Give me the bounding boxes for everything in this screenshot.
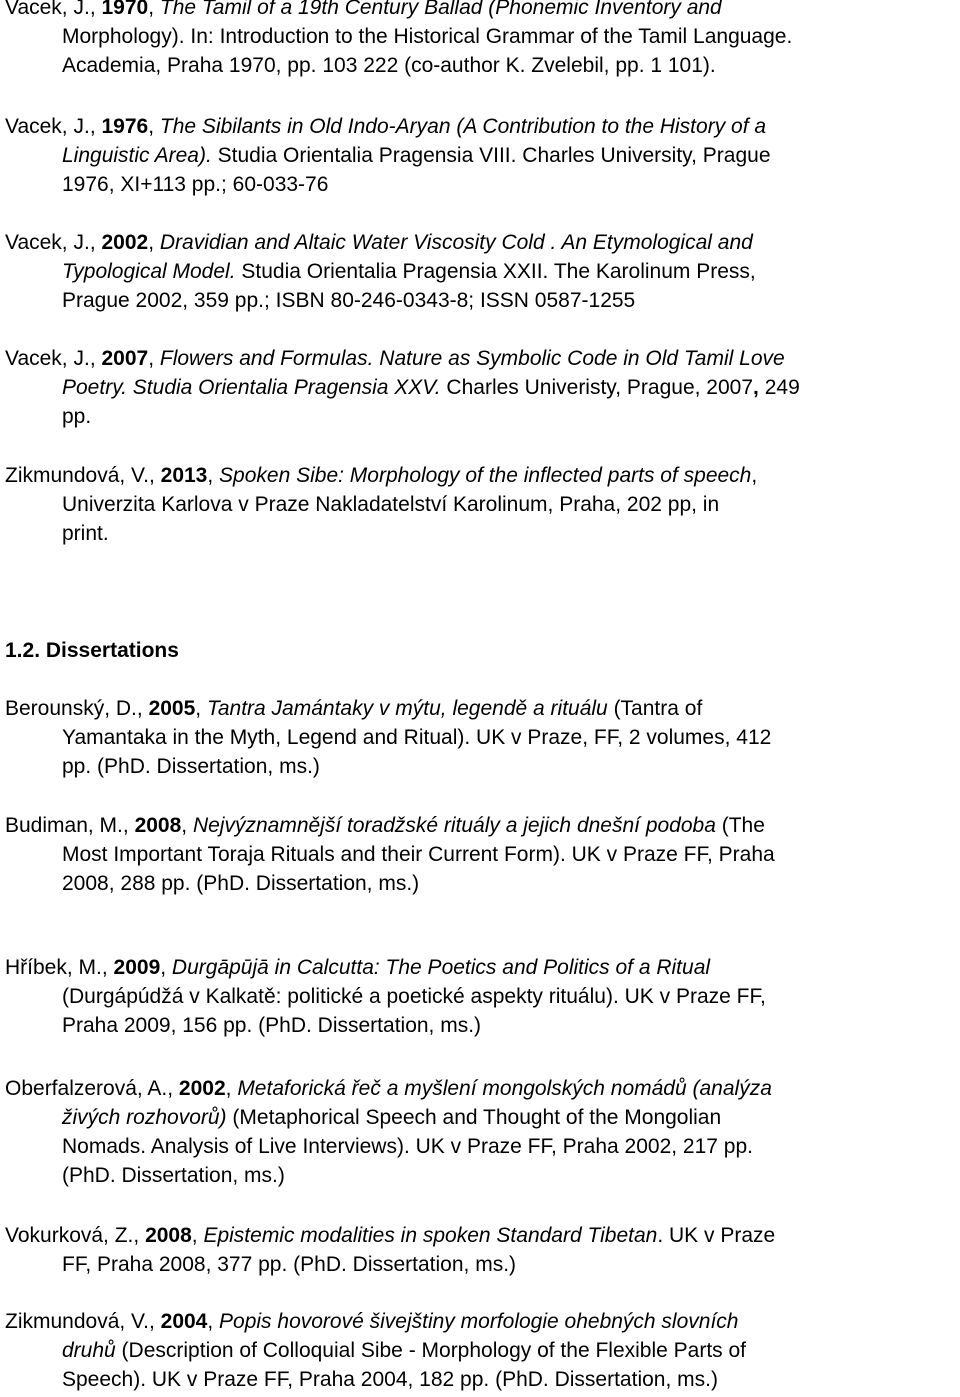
publication-year: 1976 [101,115,149,138]
entry-continuation-line [5,1132,955,1161]
entry-continuation-line [5,723,955,752]
entry-text: (The [715,814,765,837]
entry-continuation-line [5,752,955,781]
publication-year: 2007 [101,347,149,370]
entry-text: pp. [62,405,92,428]
entry-first-line [5,694,955,723]
author-name: Vacek, J. [5,231,90,254]
entry-continuation-line [5,982,955,1011]
work-title: živých rozhovorů) [62,1106,227,1129]
dissertation-entry-vokurkova-2008 [5,1221,955,1279]
entry-text: (Description of Colloquial Sibe - Morphology of the Flexible Parts of [115,1339,747,1362]
entry-text: . UK v Praze [657,1224,776,1247]
entry-continuation-line [5,170,955,199]
publication-year: 2002 [178,1077,226,1100]
entry-text: Yamantaka in the Myth, Legend and Ritual). UK v Praze, FF, 2 volumes, 412 [62,726,772,749]
entry-text: Most Important Toraja Rituals and their Current Form). UK v Praze FF, Praha [62,843,775,866]
entry-text: , [148,115,160,138]
entry-continuation-line [5,1161,955,1190]
entry-first-line [5,228,955,257]
work-title: Epistemic modalities in spoken Standard Tibetan [203,1224,658,1247]
work-title: Spoken Sibe: Morphology of the inflected parts of speech [219,464,752,487]
entry-text: , [89,0,102,19]
publication-year: 2008 [145,1224,192,1247]
entry-first-line [5,344,955,373]
entry-text: , [160,956,172,979]
entry-continuation-line [5,22,955,51]
work-title: The Sibilants in Old Indo-Aryan (A Contribution to the History of a [159,115,767,138]
work-title: Typological Model. [62,260,236,283]
entry-text: , [207,1310,220,1333]
work-title: druhů [62,1339,116,1362]
bibliography-entry-vacek-2007 [5,344,955,431]
dissertation-entry-budiman-2008 [5,811,955,898]
publication-year: 1970 [101,0,149,19]
publication-year: 2009 [113,956,161,979]
entry-first-line [5,0,955,22]
entry-continuation-line [5,402,955,431]
entry-first-line [5,953,955,982]
entry-text: , [191,1224,204,1247]
entry-text: Academia, Praha 1970, pp. 103 222 (co-author K. Zvelebil, pp. 1 101). [62,54,716,77]
entry-text: Studia Orientalia Pragensia XXII. The Karolinum Press, [235,260,756,283]
entry-text: (Tantra of [607,697,703,720]
entry-continuation-line [5,840,955,869]
entry-text: Studia Orientalia Pragensia VIII. Charles University, Prague [211,144,771,167]
work-title: Linguistic Area). [62,144,212,167]
work-title: Flowers and Formulas. Nature as Symbolic Code in Old Tamil Love [159,347,785,370]
entry-text: , [207,464,220,487]
publication-year: 2002 [101,231,149,254]
entry-continuation-line [5,257,955,286]
work-title: Tantra Jamántaky v mýtu, legendě a rituálu [206,697,608,720]
entry-text: (Metaphorical Speech and Thought of the Mongolian [226,1106,722,1129]
work-title: Dravidian and Altaic Water Viscosity Cold . An Etymological and [159,231,753,254]
entry-text: , [89,115,102,138]
entry-text: , [225,1077,238,1100]
dissertation-entry-hribek-2009 [5,953,955,1040]
entry-text: FF, Praha 2008, 377 pp. (PhD. Dissertation, ms.) [62,1253,517,1276]
entry-text: , [122,814,135,837]
work-title: Popis hovorové šivejštiny morfologie ohebných slovních [219,1310,739,1333]
entry-first-line [5,461,955,490]
author-name: Budiman, M. [5,814,123,837]
work-title: Poetry. Studia Orientalia Pragensia XXV. [62,376,441,399]
entry-text: (Durgápúdžá v Kalkatě: politické a poetické aspekty rituálu). UK v Praze FF, [62,985,766,1008]
publication-year: , [753,376,759,399]
section-heading-dissertations: 1.2. Dissertations [5,639,179,662]
author-name: Oberfalzerová, A. [5,1077,168,1100]
entry-first-line [5,811,955,840]
entry-text: print. [62,522,109,545]
bibliography-entry-vacek-1976 [5,112,955,199]
entry-text: , [195,697,207,720]
publication-year: 2013 [160,464,208,487]
entry-first-line [5,1221,955,1250]
entry-text: 2008, 288 pp. (PhD. Dissertation, ms.) [62,872,420,895]
entry-continuation-line [5,1365,955,1394]
entry-continuation-line [5,1011,955,1040]
work-title: Durgāpūjā in Calcutta: The Poetics and Politics of a Ritual [171,956,711,979]
entry-text: , [148,347,160,370]
entry-text: , [148,231,160,254]
author-name: Berounský, D. [5,697,137,720]
entry-text: , [181,814,193,837]
author-name: Vacek, J. [5,115,90,138]
entry-text: Univerzita Karlova v Praze Nakladatelství Karolinum, Praha, 202 pp, in [62,493,720,516]
author-name: Zikmundová, V. [5,1310,149,1333]
entry-continuation-line [5,490,955,519]
entry-text: Speech). UK v Praze FF, Praha 2004, 182 pp. (PhD. Dissertation, ms.) [62,1368,718,1391]
bibliography-entry-zikmundova-2013 [5,461,955,548]
entry-text: , [89,347,102,370]
dissertation-entry-zikmundova-2004 [5,1307,955,1394]
author-name: Vacek, J. [5,347,90,370]
entry-continuation-line [5,141,955,170]
entry-text: Nomads. Analysis of Live Interviews). UK v Praze FF, Praha 2002, 217 pp. [62,1135,753,1158]
entry-text: Charles Univeristy, Prague, 2007 [440,376,754,399]
entry-text: , [133,1224,146,1247]
entry-text: Praha 2009, 156 pp. (PhD. Dissertation, ms.) [62,1014,482,1037]
entry-text: , [148,1310,161,1333]
entry-continuation-line [5,1336,955,1365]
work-title: Metaforická řeč a myšlení mongolských nomádů (analýza [237,1077,772,1100]
author-name: Hříbek, M. [5,956,102,979]
entry-continuation-line [5,51,955,80]
entry-continuation-line [5,373,955,402]
author-name: Zikmundová, V. [5,464,149,487]
entry-continuation-line [5,519,955,548]
bibliography-entry-vacek-2002 [5,228,955,315]
bibliography-entry-vacek-1970 [5,0,955,80]
entry-text: pp. (PhD. Dissertation, ms.) [62,755,320,778]
publication-year: 2004 [160,1310,208,1333]
entry-continuation-line [5,1103,955,1132]
publication-year: 2008 [134,814,182,837]
entry-text: , [89,231,102,254]
entry-text: 249 [758,376,800,399]
entry-first-line [5,1074,955,1103]
dissertation-entry-berounsky-2005 [5,694,955,781]
author-name: Vokurková, Z. [5,1224,134,1247]
publication-year: 2005 [148,697,196,720]
entry-text: , [148,464,161,487]
entry-text: Morphology). In: Introduction to the Historical Grammar of the Tamil Language. [62,25,793,48]
dissertation-entry-oberfalzerova-2002 [5,1074,955,1190]
entry-text: 1976, XI+113 pp.; 60-033-76 [62,173,329,196]
author-name: Vacek, J. [5,0,90,19]
entry-text: , [148,0,160,19]
entry-continuation-line [5,869,955,898]
entry-text: , [751,464,758,487]
entry-text: Prague 2002, 359 pp.; ISBN 80-246-0343-8; ISSN 0587-1255 [62,289,636,312]
entry-continuation-line [5,286,955,315]
entry-text: , [167,1077,179,1100]
entry-text: , [136,697,149,720]
entry-first-line [5,112,955,141]
entry-text: , [101,956,114,979]
entry-first-line [5,1307,955,1336]
work-title: Nejvýznamnější toradžské rituály a jejich dnešní podoba [192,814,716,837]
work-title: The Tamil of a 19th Century Ballad (Phonemic Inventory and [159,0,722,19]
entry-text: (PhD. Dissertation, ms.) [62,1164,285,1187]
entry-continuation-line [5,1250,955,1279]
